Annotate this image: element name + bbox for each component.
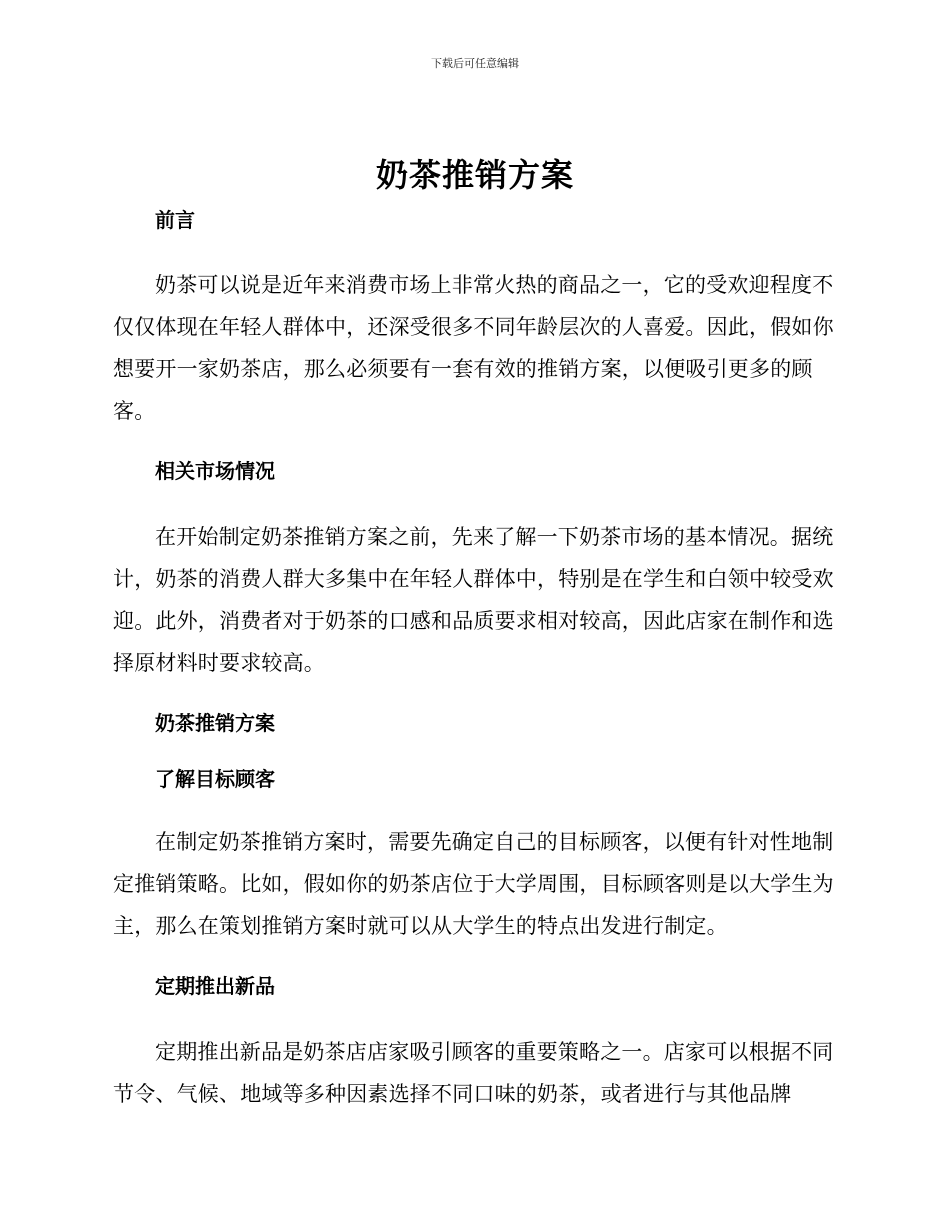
paragraph-new-products: 定期推出新品是奶茶店店家吸引顾客的重要策略之一。店家可以根据不同节令、气候、地域等多种因素选择不同口味的奶茶，或者进行与其他品牌 [113, 1040, 834, 1106]
section-heading-plan: 奶茶推销方案 [155, 711, 275, 735]
section-heading-preface: 前言 [155, 208, 195, 232]
paragraph-target-customers: 在制定奶茶推销方案时，需要先确定自己的目标顾客，以便有针对性地制定推销策略。比如，假如你的奶茶店位于大学周围，目标顾客则是以大学生为主，那么在策划推销方案时就可以从大学生的特点出发进行制定。 [113, 830, 834, 938]
document-title: 奶茶推销方案 [375, 156, 574, 194]
section-heading-new-products: 定期推出新品 [155, 974, 275, 998]
header-note: 下载后可任意编辑 [431, 57, 519, 70]
paragraph-market: 在开始制定奶茶推销方案之前，先来了解一下奶茶市场的基本情况。据统计，奶茶的消费人群大多集中在年轻人群体中，特别是在学生和白领中较受欢迎。此外，消费者对于奶茶的口感和品质要求相对较高，因此店家在制作和选择原材料时要求较高。 [113, 525, 834, 675]
section-heading-target-customers: 了解目标顾客 [155, 767, 275, 791]
section-heading-market: 相关市场情况 [155, 459, 275, 483]
paragraph-preface: 奶茶可以说是近年来消费市场上非常火热的商品之一，它的受欢迎程度不仅仅体现在年轻人群体中，还深受很多不同年龄层次的人喜爱。因此，假如你想要开一家奶茶店，那么必须要有一套有效的推销方案，以便吸引更多的顾客。 [113, 273, 834, 423]
document-body [113, 200, 835, 1115]
